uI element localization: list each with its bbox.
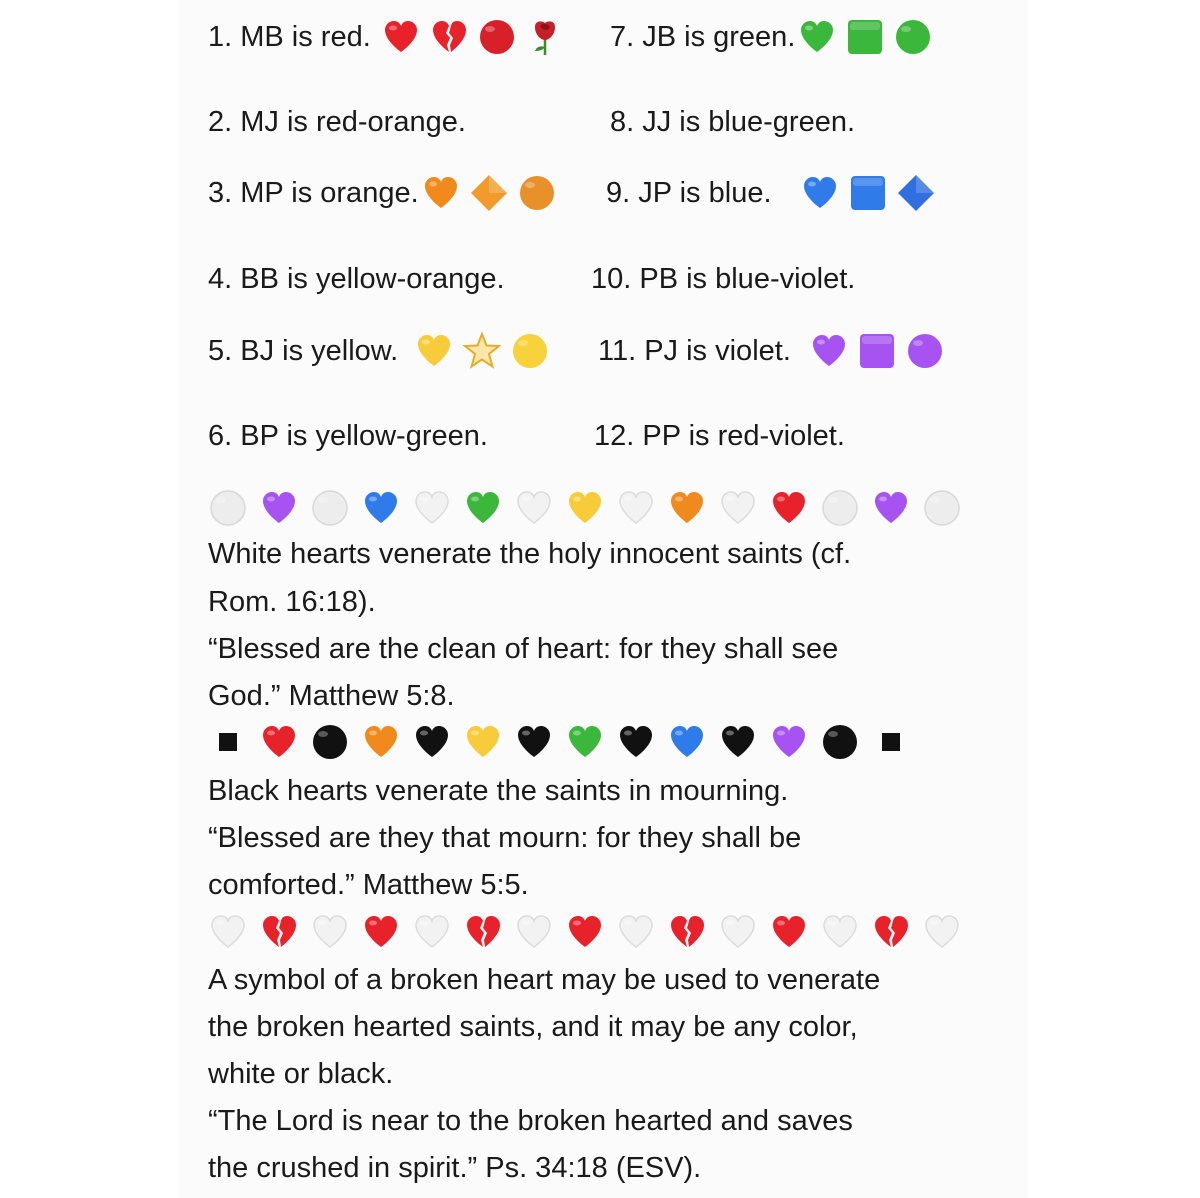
white-heart-icon bbox=[718, 912, 758, 952]
entry-text: 9. JP is blue. bbox=[606, 176, 772, 209]
blue-heart-icon bbox=[800, 173, 840, 213]
white-circle-icon bbox=[820, 488, 860, 528]
color-row bbox=[208, 12, 988, 62]
color-row bbox=[208, 411, 988, 461]
orange-circle-icon bbox=[517, 173, 557, 213]
white-heart-icon bbox=[514, 488, 554, 528]
icon-group bbox=[414, 331, 550, 371]
yellow-heart-icon bbox=[463, 722, 503, 762]
purple-heart-icon bbox=[809, 331, 849, 371]
green-heart-icon bbox=[463, 488, 503, 528]
paragraph-line: “The Lord is near to the broken hearted and saves bbox=[208, 1105, 853, 1137]
white-circle-icon bbox=[922, 488, 962, 528]
star-icon bbox=[462, 331, 502, 371]
paragraph-line: “Blessed are the clean of heart: for they shall see bbox=[208, 633, 839, 665]
white-heart-icon bbox=[616, 488, 656, 528]
purple-circle-icon bbox=[905, 331, 945, 371]
white-heart-icon bbox=[820, 912, 860, 952]
black-circle-icon bbox=[310, 722, 350, 762]
broken-heart-icon bbox=[667, 912, 707, 952]
paragraph-line: White hearts venerate the holy innocent saints (cf. bbox=[208, 538, 852, 570]
entry-text: 12. PP is red-violet. bbox=[594, 419, 845, 452]
color-entry-right bbox=[610, 12, 933, 62]
color-entry-right bbox=[598, 326, 945, 376]
entry-text: 1. MB is red. bbox=[208, 20, 371, 53]
white-heart-icon bbox=[718, 488, 758, 528]
purple-heart-icon bbox=[259, 488, 299, 528]
black-heart-icon bbox=[616, 722, 656, 762]
white-heart-icon bbox=[616, 912, 656, 952]
icon-group bbox=[809, 331, 945, 371]
paragraph-line: Rom. 16:18). bbox=[208, 586, 376, 618]
broken-heart-icon bbox=[259, 912, 299, 952]
icon-group bbox=[381, 17, 565, 57]
orange-heart-icon bbox=[667, 488, 707, 528]
broken-hearts-band bbox=[208, 907, 962, 957]
green-square-icon bbox=[845, 17, 885, 57]
yellow-circle-icon bbox=[510, 331, 550, 371]
black-heart-icon bbox=[514, 722, 554, 762]
yellow-heart-icon bbox=[414, 331, 454, 371]
entry-text: 2. MJ is red-orange. bbox=[208, 105, 466, 138]
paragraph-line: Black hearts venerate the saints in mourning. bbox=[208, 775, 789, 807]
red-heart-icon bbox=[769, 912, 809, 952]
purple-heart-icon bbox=[871, 488, 911, 528]
icon-group bbox=[800, 173, 936, 213]
broken-heart-icon bbox=[871, 912, 911, 952]
yellow-heart-icon bbox=[565, 488, 605, 528]
broken-heart-icon bbox=[463, 912, 503, 952]
icon-group bbox=[421, 173, 557, 213]
black-heart-icon bbox=[412, 722, 452, 762]
paragraph-line: white or black. bbox=[208, 1058, 394, 1090]
white-heart-icon bbox=[412, 912, 452, 952]
black-heart-icon bbox=[718, 722, 758, 762]
blue-heart-icon bbox=[667, 722, 707, 762]
color-row bbox=[208, 254, 988, 304]
blue-heart-icon bbox=[361, 488, 401, 528]
color-entry-right bbox=[591, 254, 855, 304]
color-row bbox=[208, 326, 988, 376]
paragraph-line: “Blessed are they that mourn: for they shall be bbox=[208, 822, 802, 854]
color-entry-left bbox=[208, 12, 565, 62]
black-square-icon bbox=[208, 722, 248, 762]
green-heart-icon bbox=[797, 17, 837, 57]
color-entry-right bbox=[610, 97, 855, 147]
white-hearts-band bbox=[208, 483, 962, 533]
white-heart-icon bbox=[208, 912, 248, 952]
entry-text: 7. JB is green. bbox=[610, 20, 796, 53]
red-heart-icon bbox=[381, 17, 421, 57]
color-entry-left bbox=[208, 326, 550, 376]
orange-diamond-icon bbox=[469, 173, 509, 213]
paragraph-line: the crushed in spirit.” Ps. 34:18 (ESV). bbox=[208, 1152, 702, 1184]
paragraph-line: A symbol of a broken heart may be used to venerate bbox=[208, 964, 881, 996]
white-heart-icon bbox=[922, 912, 962, 952]
black-circle-icon bbox=[820, 722, 860, 762]
entry-text: 8. JJ is blue-green. bbox=[610, 105, 856, 138]
paragraph-line: God.” Matthew 5:8. bbox=[208, 680, 455, 712]
color-entry-left bbox=[208, 168, 557, 218]
icon-group bbox=[797, 17, 933, 57]
red-circle-icon bbox=[477, 17, 517, 57]
red-heart-icon bbox=[769, 488, 809, 528]
white-circle-icon bbox=[310, 488, 350, 528]
blue-square-icon bbox=[848, 173, 888, 213]
entry-text: 4. BB is yellow-orange. bbox=[208, 262, 505, 295]
red-heart-icon bbox=[259, 722, 299, 762]
green-heart-icon bbox=[565, 722, 605, 762]
color-entry-left bbox=[208, 411, 488, 461]
color-entry-left bbox=[208, 254, 505, 304]
red-heart-icon bbox=[361, 912, 401, 952]
color-row bbox=[208, 168, 988, 218]
entry-text: 10. PB is blue-violet. bbox=[591, 262, 856, 295]
black-square-icon bbox=[871, 722, 911, 762]
blue-diamond-icon bbox=[896, 173, 936, 213]
paragraph-line: comforted.” Matthew 5:5. bbox=[208, 869, 529, 901]
rose-icon bbox=[525, 17, 565, 57]
entry-text: 6. BP is yellow-green. bbox=[208, 419, 488, 452]
entry-text: 3. MP is orange. bbox=[208, 176, 419, 209]
broken-heart-icon bbox=[429, 17, 469, 57]
color-entry-right bbox=[606, 168, 936, 218]
paragraph-line: the broken hearted saints, and it may be any color, bbox=[208, 1011, 858, 1043]
orange-heart-icon bbox=[361, 722, 401, 762]
color-row bbox=[208, 97, 988, 147]
color-entry-right bbox=[594, 411, 845, 461]
entry-text: 11. PJ is violet. bbox=[598, 334, 791, 367]
black-hearts-band bbox=[208, 717, 911, 767]
color-entry-left bbox=[208, 97, 466, 147]
white-heart-icon bbox=[514, 912, 554, 952]
green-circle-icon bbox=[893, 17, 933, 57]
purple-square-icon bbox=[857, 331, 897, 371]
orange-heart-icon bbox=[421, 173, 461, 213]
purple-heart-icon bbox=[769, 722, 809, 762]
entry-text: 5. BJ is yellow. bbox=[208, 334, 399, 367]
white-heart-icon bbox=[412, 488, 452, 528]
white-circle-icon bbox=[208, 488, 248, 528]
red-heart-icon bbox=[565, 912, 605, 952]
white-heart-icon bbox=[310, 912, 350, 952]
